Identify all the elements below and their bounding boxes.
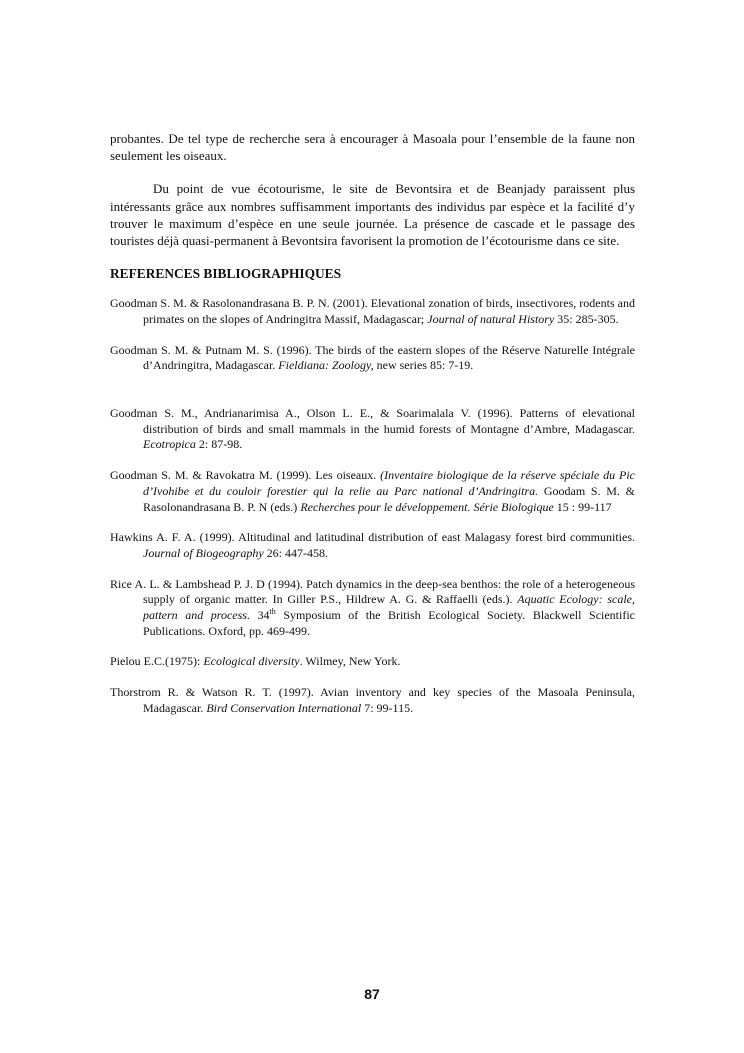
section-heading: REFERENCES BIBLIOGRAPHIQUES bbox=[110, 266, 342, 282]
reference-item: Goodman S. M., Andrianarimisa A., Olson L. E., & Soarimalala V. (1996). Patterns of elevational distribution of birds and small mammals in the humid forests of Montagne d’Ambre, Madagascar. Ecotropica 2: 87-98. bbox=[110, 406, 635, 452]
document-page bbox=[110, 130, 635, 732]
page-number: 87 bbox=[364, 986, 380, 1002]
reference-item: Goodman S. M. & Putnam M. S. (1996). The birds of the eastern slopes of the Réserve Naturelle Intégrale d’Andringitra, Madagascar. Fieldiana: Zoology, new series 85: 7-19. bbox=[110, 342, 635, 373]
reference-item: Goodman S. M. & Rasolonandrasana B. P. N. (2001). Elevational zonation of birds, insectivores, rodents and primates on the slopes of Andringitra Massif, Madagascar; Journal of natural History 35: 285-305. bbox=[110, 296, 635, 326]
paragraph-ecotourism: Du point de vue écotourisme, le site de Bevontsira et de Beanjady paraissent plus intéressants grâce aux nombres suffisamment importants des individus par espèce et la facilité d’y trouver le maximum d’espèce en une seule journée. La présence de cascade et le passage des touristes déjà quasi-permanent à Bevontsira favorisent la promotion de l’écotourisme dans ce site. bbox=[110, 181, 635, 249]
reference-item: Thorstrom R. & Watson R. T. (1997). Avian inventory and key species of the Masoala Peninsula, Madagascar. Bird Conservation International 7: 99-115. bbox=[110, 685, 635, 715]
reference-item: Hawkins A. F. A. (1999). Altitudinal and latitudinal distribution of east Malagasy forest bird communities. Journal of Biogeography 26: 447-458. bbox=[110, 530, 635, 560]
paragraph-continuation: probantes. De tel type de recherche sera à encourager à Masoala pour l’ensemble de la faune non seulement les oiseaux. bbox=[110, 131, 635, 164]
reference-list bbox=[110, 296, 635, 716]
reference-item: Goodman S. M. & Ravokatra M. (1999). Les oiseaux. (Inventaire biologique de la réserve spéciale du Pic d’Ivohibe et du couloir forestier qui la relie au Parc national d’Andringitra. Goodam S. M. & Rasolonandrasana B. P. N (eds.) Recherches pour le développement. Série Biologique 15 : 99-117 bbox=[110, 468, 635, 514]
reference-item: Pielou E.C.(1975): Ecological diversity. Wilmey, New York. bbox=[110, 654, 401, 669]
reference-item: Rice A. L. & Lambshead P. J. D (1994). Patch dynamics in the deep-sea benthos: the role of a heterogeneous supply of organic matter. In Giller P.S., Hildrew A. G. & Raffaelli (eds.). Aquatic Ecology: scale, pattern and process. 34th Symposium of the British Ecological Society. Blackwell Scientific Publications. Oxford, pp. 469-499. bbox=[110, 576, 636, 638]
